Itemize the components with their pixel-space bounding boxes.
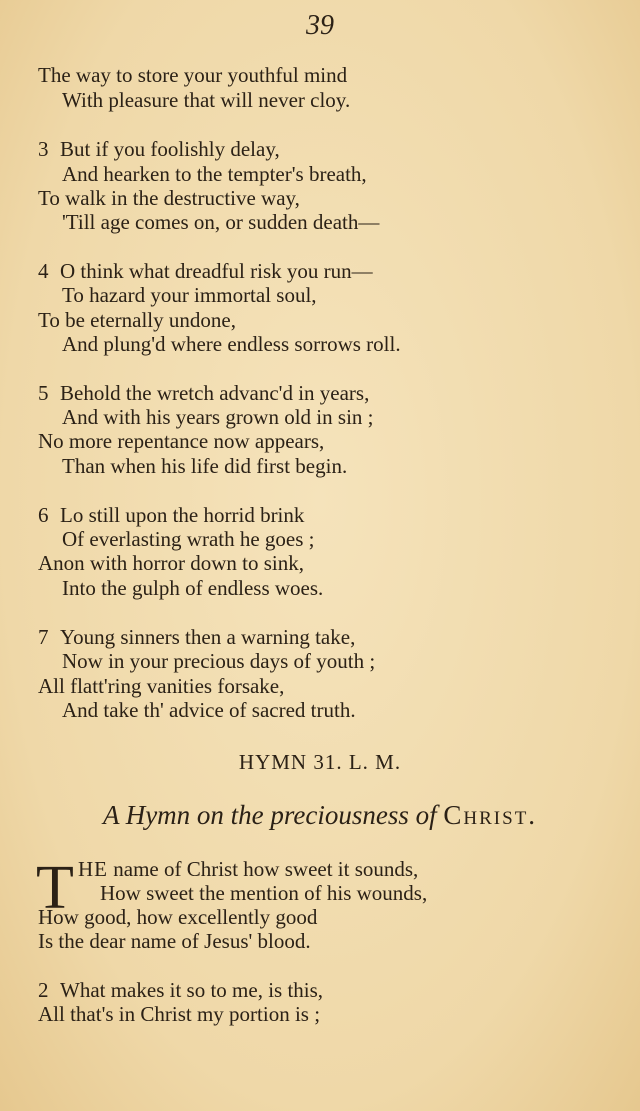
- first-word-caps: HE: [78, 857, 108, 881]
- stanza-number: 2: [38, 978, 49, 1002]
- verse-line: No more repentance now appears,: [38, 429, 325, 453]
- hymn-title-text: A Hymn on the preciousness of: [102, 800, 437, 830]
- hymn-heading: HYMN 31. L. M.: [238, 750, 402, 774]
- verse-line: All flatt'ring vanities forsake,: [38, 674, 285, 698]
- stanza-2-line-1: 2 What makes it so to me, is this,: [38, 978, 324, 1002]
- verse-line: And take th' advice of sacred truth.: [62, 698, 356, 722]
- hymn-line-1: HE name of Christ how sweet it sounds,: [78, 857, 419, 881]
- verse-line: How good, how excellently good: [38, 905, 318, 929]
- stanza-number: 3: [38, 137, 49, 161]
- stanza-3-line-1: 3 But if you foolishly delay,: [38, 137, 280, 161]
- verse-line: How sweet the mention of his wounds,: [100, 881, 428, 905]
- verse-line: And hearken to the tempter's breath,: [62, 162, 367, 186]
- verse-line: To be eternally undone,: [38, 308, 236, 332]
- verse-line: The way to store your youthful mind: [38, 63, 348, 87]
- page-number: 39: [306, 10, 334, 41]
- stanza-6-line-1: 6 Lo still upon the horrid brink: [38, 503, 305, 527]
- stanza-number: 5: [38, 381, 49, 405]
- verse-line: Anon with horror down to sink,: [38, 551, 304, 575]
- verse-line: All that's in Christ my portion is ;: [38, 1002, 321, 1026]
- stanza-number: 7: [38, 625, 49, 649]
- verse-line: Now in your precious days of youth ;: [62, 649, 376, 673]
- hymn-title-christ: Christ.: [443, 800, 538, 830]
- verse-line: Of everlasting wrath he goes ;: [62, 527, 315, 551]
- stanza-7-line-1: 7 Young sinners then a warning take,: [38, 625, 356, 649]
- stanza-number: 6: [38, 503, 49, 527]
- verse-line: And plung'd where endless sorrows roll.: [62, 332, 401, 356]
- stanza-4-line-1: 4 O think what dreadful risk you run—: [38, 259, 373, 283]
- hymn-title: [0, 800, 640, 831]
- verse-line: And with his years grown old in sin ;: [62, 405, 374, 429]
- verse-line: Is the dear name of Jesus' blood.: [38, 929, 311, 953]
- verse-line: Than when his life did first begin.: [62, 454, 348, 478]
- verse-line: Into the gulph of endless woes.: [62, 576, 324, 600]
- verse-line: To walk in the destructive way,: [38, 186, 300, 210]
- verse-line: 'Till age comes on, or sudden death—: [62, 210, 380, 234]
- verse-line: To hazard your immortal soul,: [62, 283, 317, 307]
- stanza-5-line-1: 5 Behold the wretch advanc'd in years,: [38, 381, 370, 405]
- drop-cap: T: [36, 854, 74, 922]
- stanza-number: 4: [38, 259, 49, 283]
- verse-line: With pleasure that will never cloy.: [62, 88, 351, 112]
